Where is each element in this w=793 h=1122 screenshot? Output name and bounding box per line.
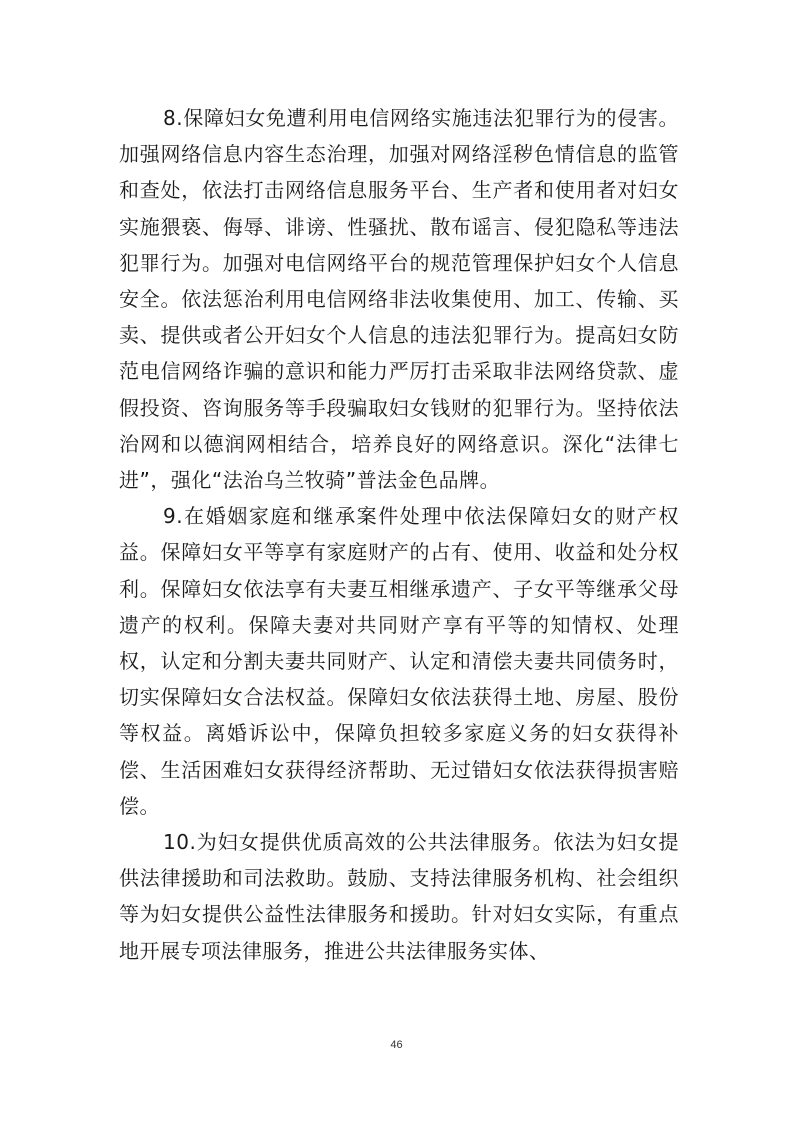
document-body xyxy=(119,100,679,969)
paragraph-item-10: 10.为妇女提供优质高效的公共法律服务。依法为妇女提供法律援助和司法救助。鼓励、支持法律服务机构、社会组织等为妇女提供公益性法律服务和援助。针对妇女实际，有重点地开展专项法律服务，推进公共法律服务实体、 xyxy=(119,830,679,963)
page-number: 46 xyxy=(390,1039,403,1051)
paragraph-item-9: 9.在婚姻家庭和继承案件处理中依法保障妇女的财产权益。保障妇女平等享有家庭财产的占有、使用、收益和处分权利。保障妇女依法享有夫妻互相继承遗产、子女平等继承父母遗产的权利。保障夫妻对共同财产享有平等的知情权、处理权，认定和分割夫妻共同财产、认定和清偿夫妻共同债务时，切实保障妇女合法权益。保障妇女依法获得土地、房屋、股份等权益。离婚诉讼中，保障负担较多家庭义务的妇女获得补偿、生活困难妇女获得经济帮助、无过错妇女依法获得损害赔偿。 xyxy=(119,504,679,818)
paragraph-item-8: 8.保障妇女免遭利用电信网络实施违法犯罪行为的侵害。加强网络信息内容生态治理，加强对网络淫秽色情信息的监管和查处，依法打击网络信息服务平台、生产者和使用者对妇女实施猥亵、侮辱、诽谤、性骚扰、散布谣言、侵犯隐私等违法犯罪行为。加强对电信网络平台的规范管理保护妇女个人信息安全。依法惩治利用电信网络非法收集使用、加工、传输、买卖、提供或者公开妇女个人信息的违法犯罪行为。提高妇女防范电信网络诈骗的意识和能力严厉打击采取非法网络贷款、虚假投资、咨询服务等手段骗取妇女钱财的犯罪行为。坚持依法治网和以德润网相结合，培养良好的网络意识。深化“法律七进”，强化“法治乌兰牧骑”普法金色品牌。 xyxy=(119,106,679,493)
